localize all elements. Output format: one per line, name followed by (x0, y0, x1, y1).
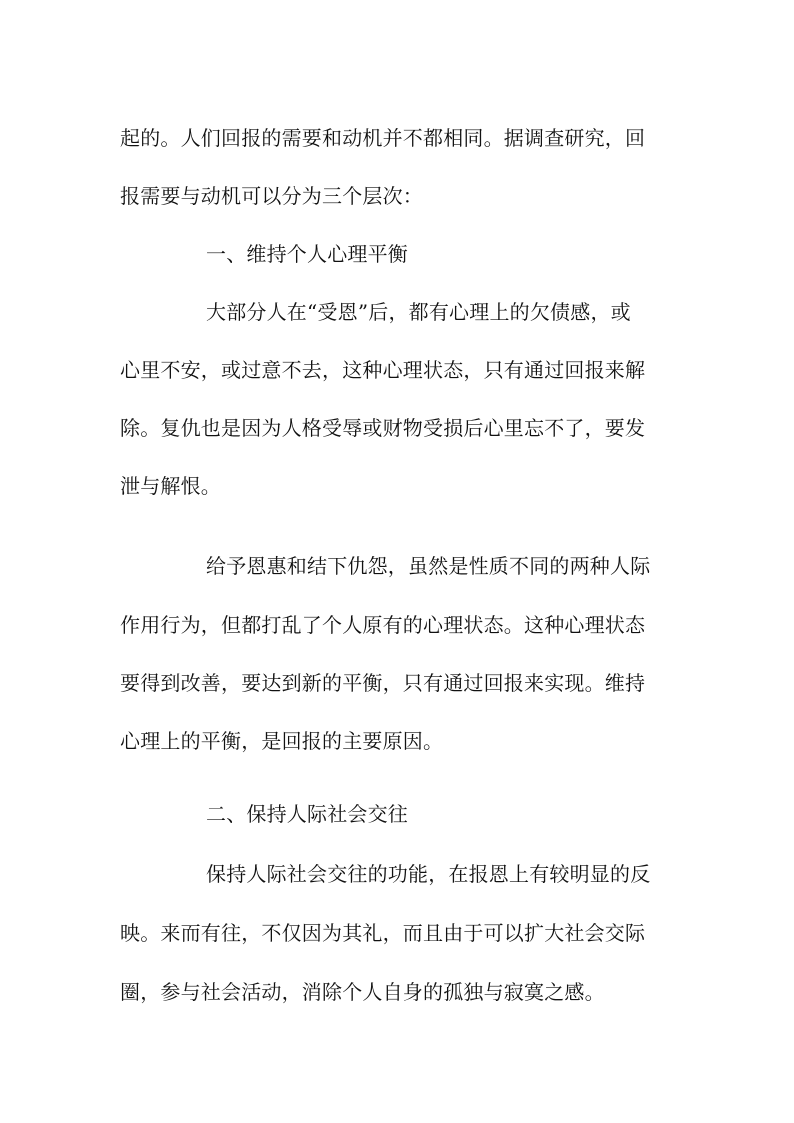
text-line: 映。来而有往，不仅因为其礼，而且由于可以扩大社会交际 (120, 921, 646, 945)
text-line: 给予恩惠和结下仇怨，虽然是性质不同的两种人际 (206, 554, 651, 578)
section-heading: 二、保持人际社会交往 (206, 802, 408, 826)
text-line: 圈，参与社会活动，消除个人自身的孤独与寂寞之感。 (120, 980, 605, 1004)
text-line: 要得到改善，要达到新的平衡，只有通过回报来实现。维持 (120, 671, 646, 695)
text-line: 保持人际社会交往的功能，在报恩上有较明显的反 (206, 862, 651, 886)
text-line: 报需要与动机可以分为三个层次： (120, 184, 423, 208)
text-line: 除。复仇也是因为人格受辱或财物受损后心里忘不了，要发 (120, 416, 646, 440)
text-line: 大部分人在“受恩”后，都有心理上的欠债感，或 (206, 300, 631, 324)
section-heading: 一、维持个人心理平衡 (206, 242, 408, 266)
text-line: 泄与解恨。 (120, 474, 221, 498)
text-line: 起的。人们回报的需要和动机并不都相同。据调查研究，回 (120, 126, 646, 150)
text-line: 心里不安，或过意不去，这种心理状态，只有通过回报来解 (120, 358, 646, 382)
text-line: 心理上的平衡，是回报的主要原因。 (120, 729, 444, 753)
text-line: 作用行为，但都打乱了个人原有的心理状态。这种心理状态 (120, 613, 646, 637)
